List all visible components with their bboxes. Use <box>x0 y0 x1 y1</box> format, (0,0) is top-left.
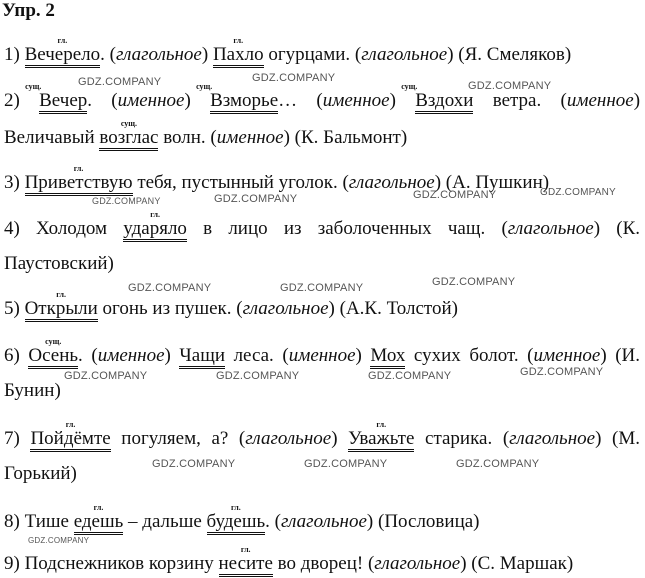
grammar-label: гл. <box>65 420 76 429</box>
predicate: гл. Приветствую <box>25 173 133 196</box>
grammar-label: гл. <box>93 503 104 512</box>
watermark: GDZ.COMPANY <box>128 282 212 294</box>
predicate: гл. Уважьте <box>348 429 414 452</box>
sentence-8: 8) Тише гл. едешь – дальше гл. будешь. (глагольное) (Пословица) <box>4 511 480 535</box>
predicate: гл. Вечерело <box>25 45 101 68</box>
watermark: GDZ.COMPANY <box>304 458 388 470</box>
grammar-label: гл. <box>240 545 251 554</box>
watermark: GDZ.COMPANY <box>520 366 604 378</box>
watermark: GDZ.COMPANY <box>456 458 540 470</box>
watermark: GDZ.COMPANY <box>28 536 90 545</box>
watermark: GDZ.COMPANY <box>540 187 616 198</box>
grammar-label: сущ. <box>25 82 42 91</box>
predicate: гл. едешь <box>74 512 124 535</box>
predicate: гл. ударяло <box>123 219 187 242</box>
predicate: гл. Открыли <box>25 299 98 322</box>
predicate: сущ. Взморье <box>210 91 278 114</box>
grammar-label: сущ. <box>401 82 418 91</box>
sentence-6-line-2: Бунин) <box>4 380 61 401</box>
watermark: GDZ.COMPANY <box>216 370 300 382</box>
sentence-2: 2) сущ. Вечер. (именное) сущ. Взморье… (именное) сущ. Вздохи ветра. (именное) <box>4 90 640 114</box>
watermark: GDZ.COMPANY <box>214 193 298 205</box>
predicate: гл. Пахло <box>213 45 264 68</box>
grammar-label: сущ. <box>196 82 213 91</box>
sentence-3: 3) гл. Приветствую тебя, пустынный уголок. (глагольное) (А. Пушкин) <box>4 172 549 196</box>
exercise-title: Упр. 2 <box>2 0 55 21</box>
watermark: GDZ.COMPANY <box>252 72 336 84</box>
grammar-label: гл. <box>233 36 244 45</box>
predicate: гл. Пойдёмте <box>30 429 110 452</box>
sentence-1: 1) гл. Вечерело. (глагольное) гл. Пахло огурцами. (глагольное) (Я. Смеляков) <box>4 44 571 68</box>
sentence-4: 4) Холодом гл. ударяло в лицо из заболоченных чащ. (глагольное) (К. <box>4 218 640 242</box>
sentence-4-line-2: Паустовский) <box>4 253 114 274</box>
watermark: GDZ.COMPANY <box>64 370 148 382</box>
sentence-2-line-2: Величавый сущ. возглас волн. (именное) (К. Бальмонт) <box>4 127 407 151</box>
sentence-7-line-2: Горький) <box>4 463 77 484</box>
sentence-5: 5) гл. Открыли огонь из пушек. (глагольное) (А.К. Толстой) <box>4 298 458 322</box>
grammar-label: гл. <box>150 210 160 219</box>
watermark: GDZ.COMPANY <box>413 189 497 201</box>
grammar-label: сущ. <box>45 337 62 346</box>
predicate: сущ. Вечер <box>39 91 87 114</box>
grammar-label: гл. <box>376 420 387 429</box>
sentence-6: 6) сущ. Осень. (именное) Чащи леса. (именное) Мох сухих болот. (именное) (И. <box>4 345 640 369</box>
watermark: GDZ.COMPANY <box>432 276 516 288</box>
grammar-label: гл. <box>56 290 67 299</box>
predicate: гл. несите <box>219 554 273 577</box>
watermark: GDZ.COMPANY <box>78 76 162 88</box>
grammar-label: сущ. <box>120 119 138 128</box>
predicate: сущ. Осень <box>28 346 78 369</box>
grammar-label: гл. <box>57 36 68 45</box>
watermark: GDZ.COMPANY <box>468 80 552 92</box>
watermark: GDZ.COMPANY <box>280 282 364 294</box>
predicate: Чащи <box>179 346 225 369</box>
sentence-7: 7) гл. Пойдёмте погуляем, а? (глагольное) гл. Уважьте старика. (глагольное) (М. <box>4 428 640 452</box>
watermark: GDZ.COMPANY <box>92 196 161 206</box>
sentence-9: 9) Подснежников корзину гл. несите во дворец! (глагольное) (С. Маршак) <box>4 553 573 577</box>
predicate: сущ. Вздохи <box>415 91 473 114</box>
watermark: GDZ.COMPANY <box>152 458 236 470</box>
predicate: сущ. возглас <box>99 128 158 151</box>
grammar-label: гл. <box>230 503 241 512</box>
predicate: гл. будешь <box>207 512 266 535</box>
watermark: GDZ.COMPANY <box>368 370 452 382</box>
grammar-label: гл. <box>73 164 84 173</box>
predicate: Мох <box>370 346 405 369</box>
